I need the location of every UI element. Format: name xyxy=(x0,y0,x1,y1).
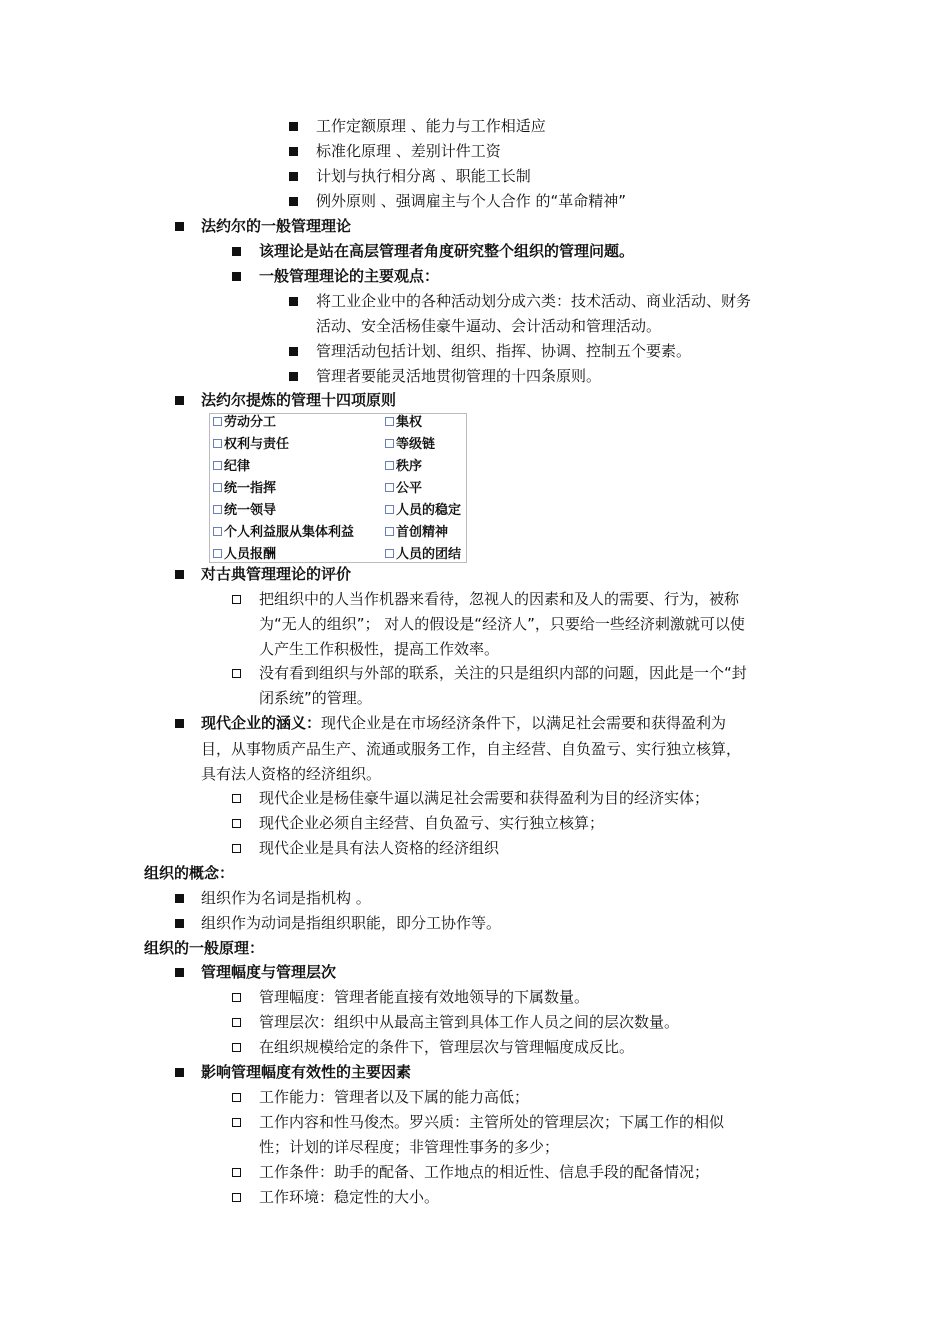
checkbox-icon xyxy=(385,483,394,492)
bullet-hollow-square-icon xyxy=(232,794,241,803)
list-item: 管理幅度：管理者能直接有效地领导的下属数量。 xyxy=(259,988,590,1006)
subsection-heading: 影响管理幅度有效性的主要因素 xyxy=(201,1063,412,1081)
checkbox-icon xyxy=(385,417,394,426)
principle-item: 权利与责任 xyxy=(213,436,289,454)
bullet-square-icon xyxy=(175,1068,184,1077)
bullet-square-icon xyxy=(289,172,298,181)
list-item-continuation: 为“无人的组织”； 对人的假设是“经济人”，只要给一些经济刺激就可以使 xyxy=(259,615,745,633)
principles-table xyxy=(209,413,467,563)
bullet-square-icon xyxy=(175,570,184,579)
subsection-heading: 管理幅度与管理层次 xyxy=(201,963,337,981)
bullet-square-icon xyxy=(289,297,298,306)
bullet-square-icon xyxy=(289,197,298,206)
principle-item: 统一领导 xyxy=(213,502,276,520)
list-item: 现代企业是具有法人资格的经济组织 xyxy=(259,839,500,857)
list-item: 管理活动包括计划、组织、指挥、协调、控制五个要素。 xyxy=(316,342,692,360)
checkbox-icon xyxy=(213,461,222,470)
principle-item: 人员的团结 xyxy=(385,546,461,564)
bullet-hollow-square-icon xyxy=(232,844,241,853)
principle-item: 首创精神 xyxy=(385,524,448,542)
bullet-square-icon xyxy=(175,719,184,728)
principle-item: 劳动分工 xyxy=(213,414,276,432)
section-heading: 法约尔的一般管理理论 xyxy=(201,217,352,235)
bullet-hollow-square-icon xyxy=(232,669,241,678)
section-heading: 对古典管理理论的评价 xyxy=(201,565,352,583)
checkbox-icon xyxy=(213,439,222,448)
bullet-hollow-square-icon xyxy=(232,1168,241,1177)
list-item: 现代企业是杨佳豪牛逼以满足社会需要和获得盈利为目的经济实体； xyxy=(259,789,710,807)
bullet-hollow-square-icon xyxy=(232,595,241,604)
list-item: 工作内容和性马俊杰。罗兴质：主管所处的管理层次；下属工作的相似 xyxy=(259,1113,725,1131)
principle-item: 等级链 xyxy=(385,436,435,454)
bullet-hollow-square-icon xyxy=(232,1093,241,1102)
list-item: 组织作为名词是指机构 。 xyxy=(201,889,371,907)
list-item: 把组织中的人当作机器来看待，忽视人的因素和及人的需要、行为，被称 xyxy=(259,590,740,608)
list-item-continuation: 人产生工作积极性，提高工作效率。 xyxy=(259,640,500,658)
list-item-continuation: 活动、安全活杨佳豪牛逼动、会计活动和管理活动。 xyxy=(316,317,662,335)
checkbox-icon xyxy=(213,527,222,536)
bullet-square-icon xyxy=(289,347,298,356)
bullet-square-icon xyxy=(232,247,241,256)
checkbox-icon xyxy=(385,461,394,470)
principle-item: 个人利益服从集体利益 xyxy=(213,524,354,542)
list-item: 组织作为动词是指组织职能，即分工协作等。 xyxy=(201,914,502,932)
bullet-square-icon xyxy=(289,122,298,131)
bullet-square-icon xyxy=(175,919,184,928)
definition-text: 现代企业是在市场经济条件下，以满足社会需要和获得盈利为 xyxy=(321,714,727,732)
list-item: 该理论是站在高层管理者角度研究整个组织的管理问题。 xyxy=(259,242,635,260)
paragraph-continuation: 目，从事物质产品生产、流通或服务工作，自主经营、自负盈亏、实行独立核算， xyxy=(201,740,742,758)
paragraph-continuation: 具有法人资格的经济组织。 xyxy=(201,765,382,783)
list-item: 在组织规模给定的条件下，管理层次与管理幅度成反比。 xyxy=(259,1038,635,1056)
list-item: 计划与执行相分离 、职能工长制 xyxy=(316,167,531,185)
bullet-hollow-square-icon xyxy=(232,1193,241,1202)
bullet-hollow-square-icon xyxy=(232,1018,241,1027)
list-item: 现代企业必须自主经营、自负盈亏、实行独立核算； xyxy=(259,814,605,832)
section-heading: 法约尔提炼的管理十四项原则 xyxy=(201,391,397,409)
bullet-square-icon xyxy=(175,968,184,977)
section-heading: 组织的概念： xyxy=(144,864,235,882)
checkbox-icon xyxy=(213,483,222,492)
list-item: 工作能力：管理者以及下属的能力高低； xyxy=(259,1088,530,1106)
definition-paragraph xyxy=(201,711,726,736)
definition-term: 现代企业的涵义： xyxy=(201,714,322,732)
list-item-continuation: 闭系统”的管理。 xyxy=(259,689,372,707)
principle-item: 公平 xyxy=(385,480,422,498)
list-item: 将工业企业中的各种活动划分成六类：技术活动、商业活动、财务 xyxy=(316,292,752,310)
bullet-square-icon xyxy=(232,272,241,281)
bullet-hollow-square-icon xyxy=(232,819,241,828)
principle-item: 人员的稳定 xyxy=(385,502,461,520)
list-item-continuation: 性；计划的详尽程度；非管理性事务的多少； xyxy=(259,1138,560,1156)
list-item: 工作定额原理 、能力与工作相适应 xyxy=(316,117,546,135)
list-item: 工作环境：稳定性的大小。 xyxy=(259,1188,440,1206)
checkbox-icon xyxy=(213,549,222,558)
principle-item: 人员报酬 xyxy=(213,546,276,564)
checkbox-icon xyxy=(213,417,222,426)
checkbox-icon xyxy=(385,439,394,448)
list-item: 工作条件：助手的配备、工作地点的相近性、信息手段的配备情况； xyxy=(259,1163,710,1181)
checkbox-icon xyxy=(385,549,394,558)
principle-item: 纪律 xyxy=(213,458,250,476)
list-item: 管理者要能灵活地贯彻管理的十四条原则。 xyxy=(316,367,602,385)
bullet-square-icon xyxy=(289,372,298,381)
bullet-hollow-square-icon xyxy=(232,993,241,1002)
bullet-square-icon xyxy=(175,396,184,405)
bullet-square-icon xyxy=(289,147,298,156)
bullet-hollow-square-icon xyxy=(232,1118,241,1127)
principle-item: 统一指挥 xyxy=(213,480,276,498)
principle-item: 集权 xyxy=(385,414,422,432)
checkbox-icon xyxy=(385,505,394,514)
list-item: 一般管理理论的主要观点： xyxy=(259,267,440,285)
list-item: 例外原则 、强调雇主与个人合作 的“革命精神” xyxy=(316,192,627,210)
list-item: 标准化原理 、差别计件工资 xyxy=(316,142,501,160)
section-heading: 组织的一般原理： xyxy=(144,939,265,957)
principle-item: 秩序 xyxy=(385,458,422,476)
checkbox-icon xyxy=(213,505,222,514)
list-item: 没有看到组织与外部的联系，关注的只是组织内部的问题，因此是一个“封 xyxy=(259,664,747,682)
bullet-square-icon xyxy=(175,894,184,903)
bullet-hollow-square-icon xyxy=(232,1043,241,1052)
bullet-square-icon xyxy=(175,222,184,231)
list-item: 管理层次：组织中从最高主管到具体工作人员之间的层次数量。 xyxy=(259,1013,680,1031)
checkbox-icon xyxy=(385,527,394,536)
